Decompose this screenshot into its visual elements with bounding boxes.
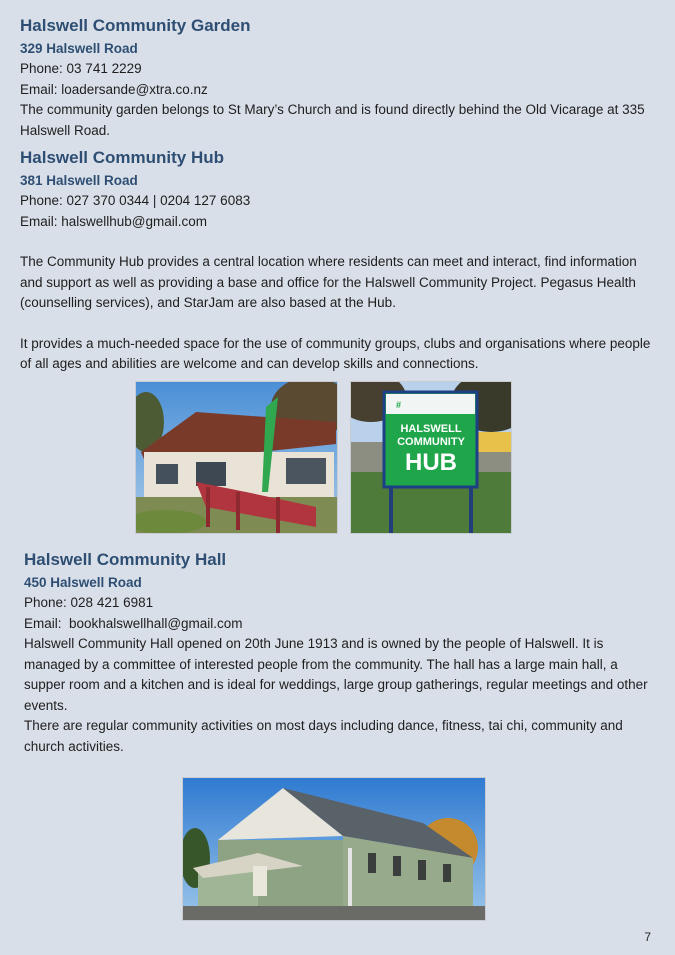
hall-paragraph-1: Halswell Community Hall opened on 20th June 1913 and is owned by the people of Halswell. It is managed by a committee of interested people from the community. The hall has a large main hall, a supper room and a kitchen and is ideal for weddings, large group gatherings, regular meetings and other events. (24, 636, 648, 713)
hall-paragraph-2: There are regular community activities on most days including dance, fitness, tai chi, community and church activities. (24, 718, 623, 754)
garden-section (20, 14, 660, 141)
hub-title: Halswell Community Hub (20, 148, 225, 167)
hub-sign-photo (350, 381, 512, 534)
sign-line-3: HUB (405, 449, 457, 476)
hub-paragraph-1: The Community Hub provides a central location where residents can meet and interact, find information and support as well as providing a base and office for the Halswell Community Project. Pegasus Health (counselling services), and StarJam are also based at the Hub. (20, 254, 637, 310)
garden-address: 329 Halswell Road (20, 41, 138, 56)
garden-email: Email: loadersande@xtra.co.nz (20, 81, 208, 97)
svg-text:#: # (396, 400, 402, 410)
hall-title: Halswell Community Hall (24, 550, 227, 569)
sign-line-2: COMMUNITY (397, 436, 465, 448)
hub-address: 381 Halswell Road (20, 173, 138, 188)
hub-section (20, 146, 660, 375)
hall-phone: Phone: 028 421 6981 (24, 595, 154, 610)
hub-paragraph-2: It provides a much-needed space for the use of community groups, clubs and organisations where people of all ages and abilities are welcome and can develop skills and connections. (20, 335, 651, 371)
hall-email: Email: bookhalswellhall@gmail.com (24, 615, 243, 631)
hub-phone: Phone: 027 370 0344 | 0204 127 6083 (20, 193, 251, 208)
sign-line-1: HALSWELL (400, 423, 462, 435)
garden-phone: Phone: 03 741 2229 (20, 61, 142, 76)
hub-email: Email: halswellhub@gmail.com (20, 213, 208, 229)
hall-section (24, 548, 659, 757)
garden-title: Halswell Community Garden (20, 16, 251, 35)
garden-description: The community garden belongs to St Mary’s Church and is found directly behind the Old Vicarage at 335 Halswell Road. (20, 102, 645, 138)
hall-address: 450 Halswell Road (24, 575, 142, 590)
page-number: 7 (644, 930, 651, 944)
hub-building-photo (135, 381, 338, 534)
hall-photo (182, 777, 486, 921)
